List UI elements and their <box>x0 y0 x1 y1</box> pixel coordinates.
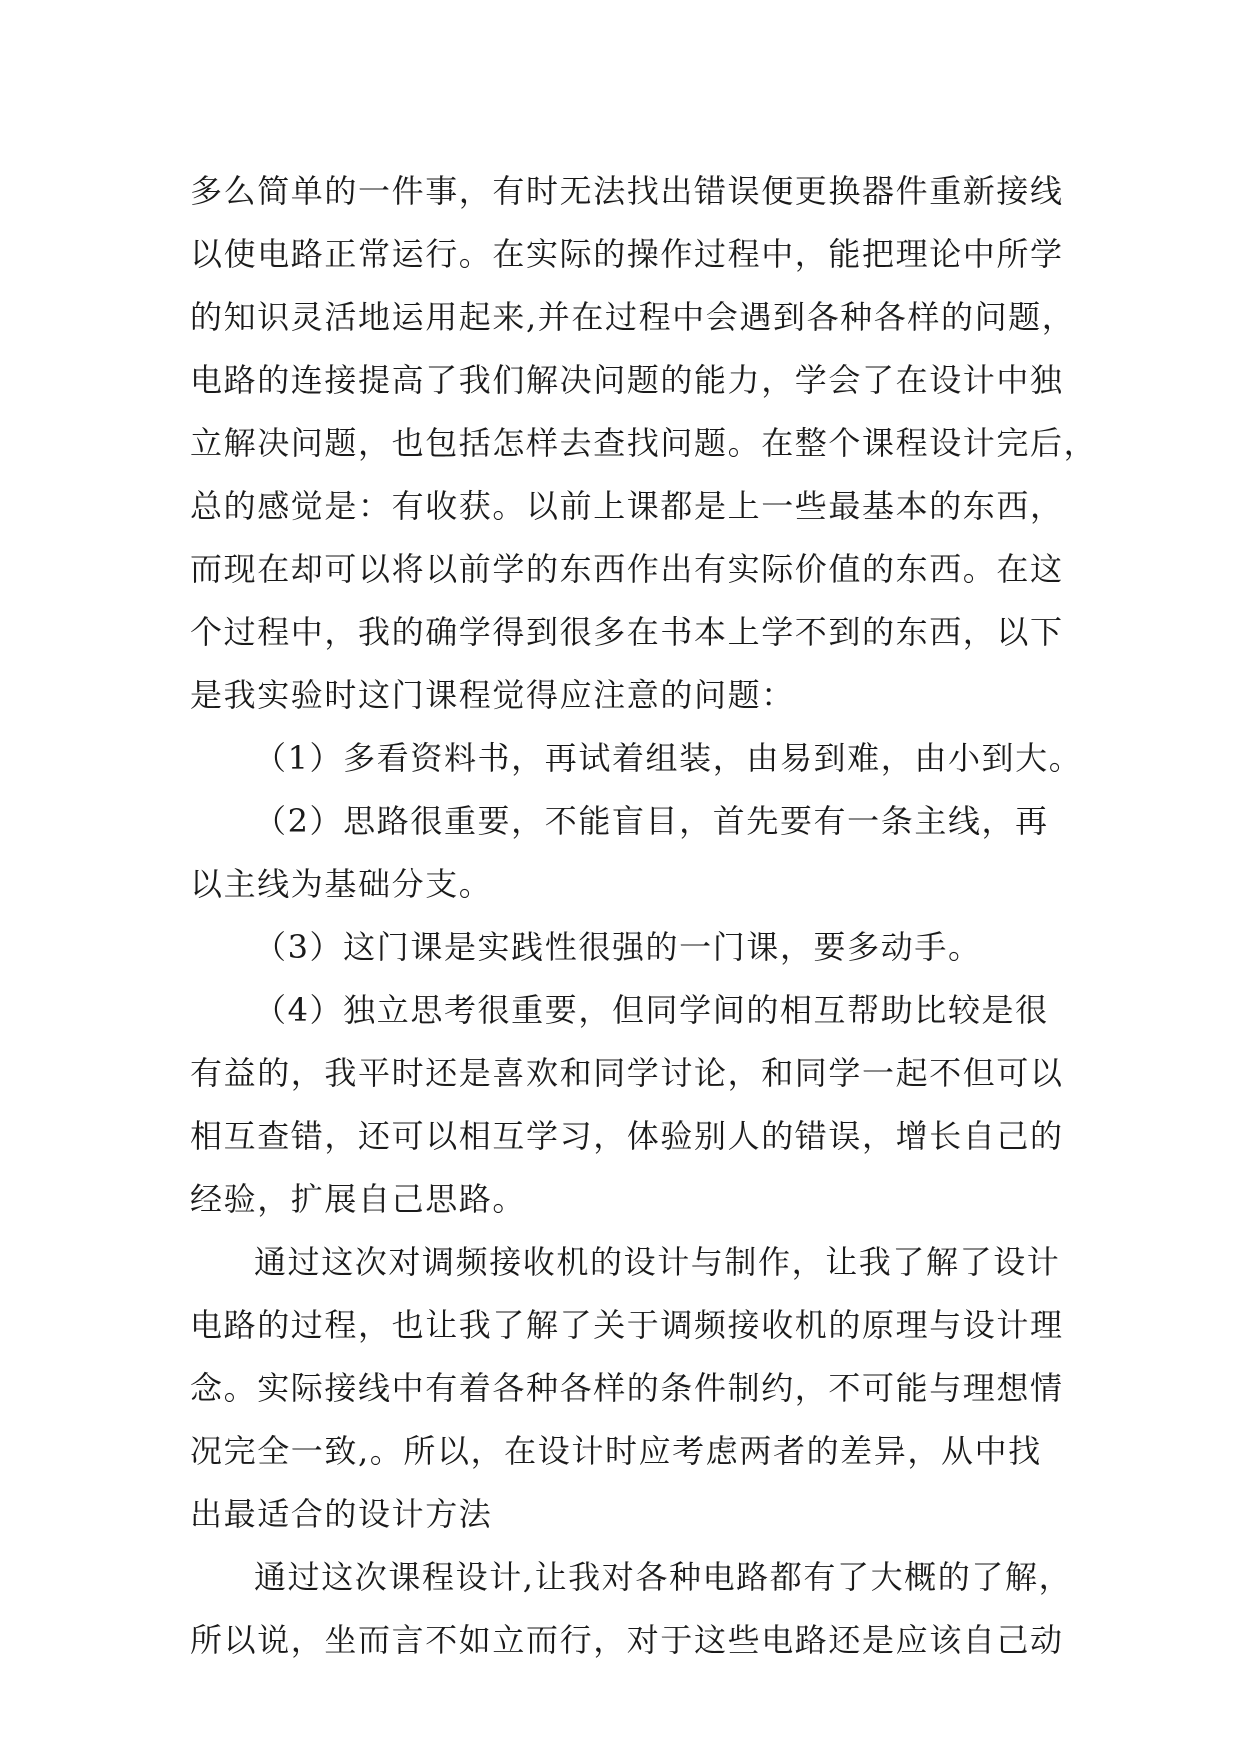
text-line: 电路的连接提高了我们解决问题的能力，学会了在设计中独 <box>190 361 1064 399</box>
paragraph-start: 通过这次对调频接收机的设计与制作，让我了解了设计 <box>254 1243 1061 1281</box>
list-item-1: （1）多看资料书，再试着组装，由易到难，由小到大。 <box>254 739 1083 777</box>
text-line: 相互查错，还可以相互学习，体验别人的错误，增长自己的 <box>190 1117 1064 1155</box>
text-line: 出最适合的设计方法 <box>190 1495 493 1533</box>
text-line: 以主线为基础分支。 <box>190 865 493 903</box>
list-item-3: （3）这门课是实践性很强的一门课，要多动手。 <box>254 928 982 966</box>
text-line: 念。实际接线中有着各种各样的条件制约，不可能与理想情 <box>190 1369 1064 1407</box>
text-line: 经验，扩展自己思路。 <box>190 1180 527 1218</box>
paragraph-start: 通过这次课程设计,让我对各种电路都有了大概的了解， <box>254 1558 1073 1596</box>
list-item-2: （2）思路很重要，不能盲目，首先要有一条主线，再 <box>254 802 1049 840</box>
text-line: 况完全一致,。所以，在设计时应考虑两者的差异，从中找 <box>190 1432 1042 1470</box>
body-text <box>190 160 1098 1672</box>
list-item-4: （4）独立思考很重要，但同学间的相互帮助比较是很 <box>254 991 1049 1029</box>
text-line: 以使电路正常运行。在实际的操作过程中，能把理论中所学 <box>190 235 1064 273</box>
text-line: 电路的过程，也让我了解了关于调频接收机的原理与设计理 <box>190 1306 1064 1344</box>
text-line: 个过程中，我的确学得到很多在书本上学不到的东西，以下 <box>190 613 1064 651</box>
text-line: 多么简单的一件事，有时无法找出错误便更换器件重新接线 <box>190 172 1064 210</box>
text-line: 是我实验时这门课程觉得应注意的问题： <box>190 676 795 714</box>
text-line: 总的感觉是：有收获。以前上课都是上一些最基本的东西， <box>190 487 1064 525</box>
text-line: 立解决问题，也包括怎样去查找问题。在整个课程设计完后， <box>190 424 1098 462</box>
text-line: 的知识灵活地运用起来,并在过程中会遇到各种各样的问题， <box>190 298 1076 336</box>
text-line: 所以说，坐而言不如立而行，对于这些电路还是应该自己动 <box>190 1621 1064 1659</box>
text-line: 有益的，我平时还是喜欢和同学讨论，和同学一起不但可以 <box>190 1054 1064 1092</box>
text-line: 而现在却可以将以前学的东西作出有实际价值的东西。在这 <box>190 550 1064 588</box>
